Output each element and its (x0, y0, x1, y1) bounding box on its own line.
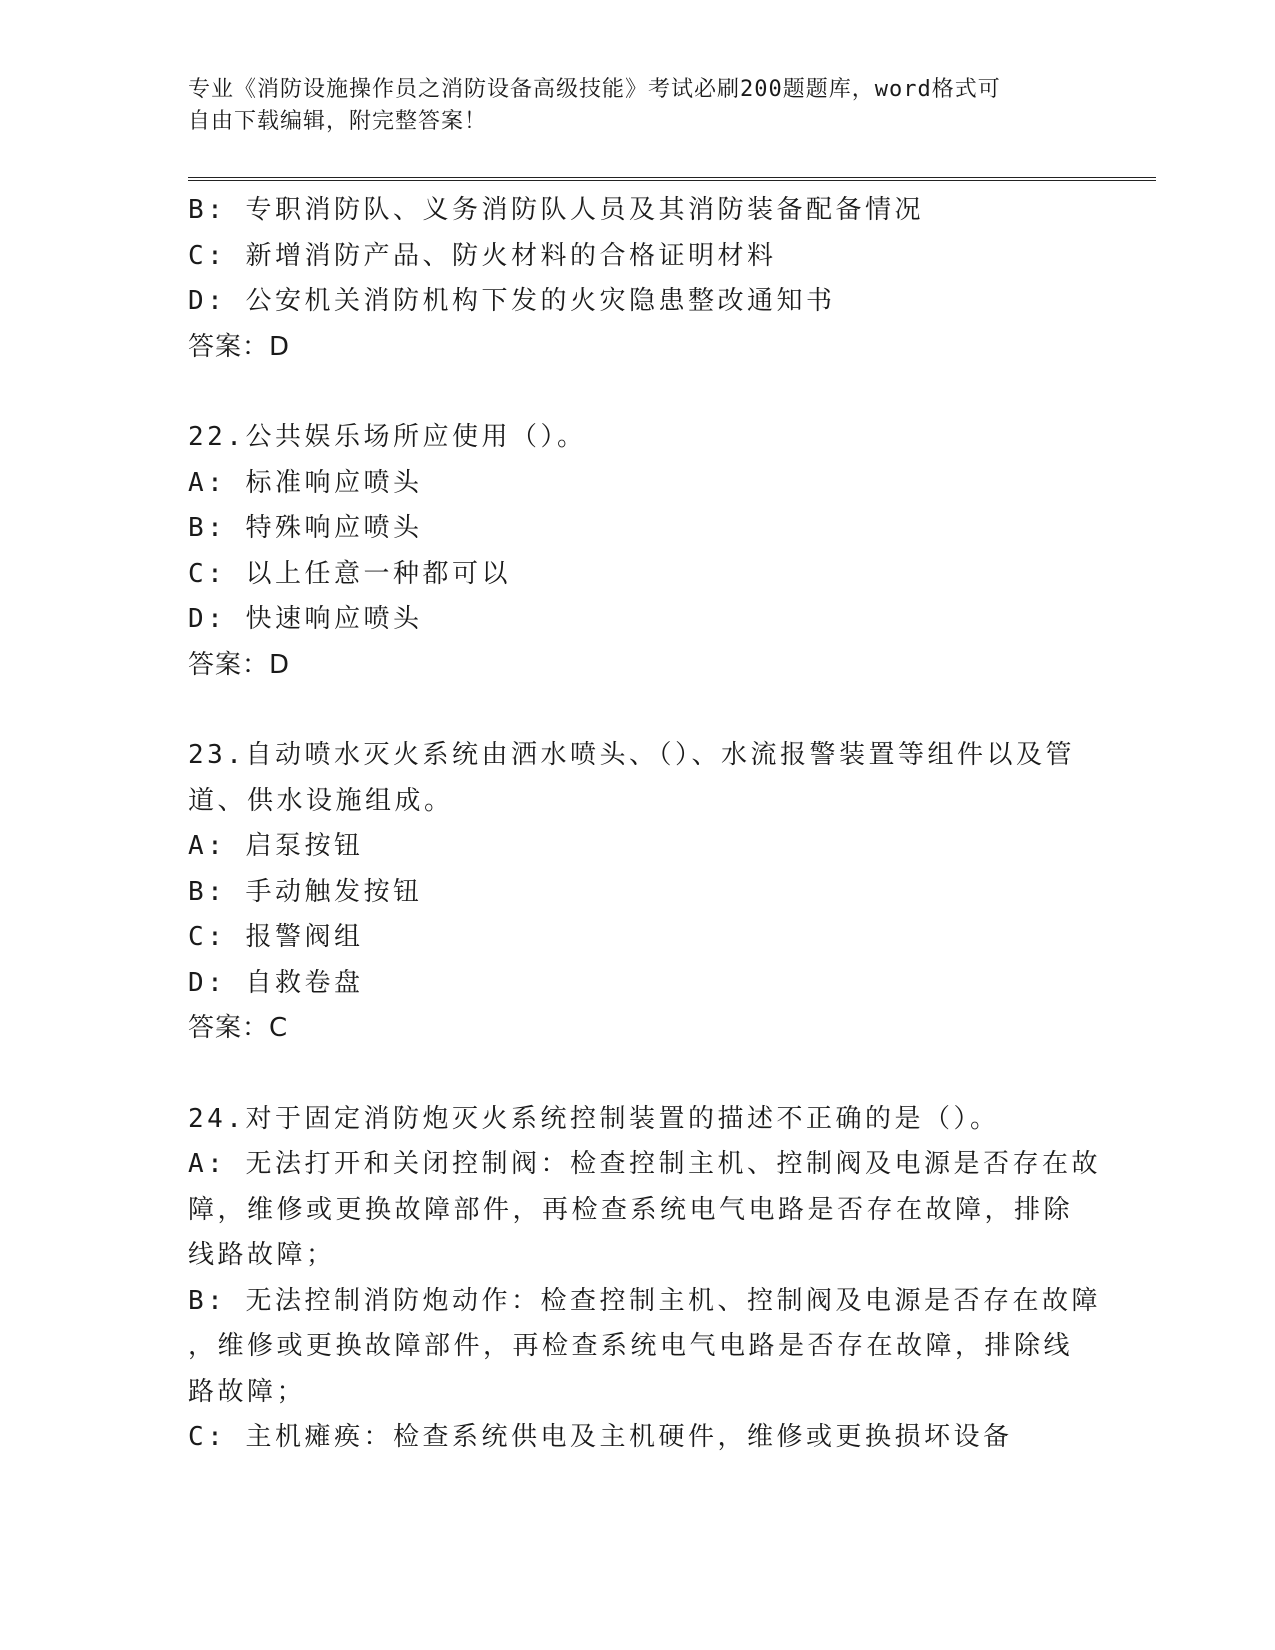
q24-option-b-line-3: 路故障； (188, 1376, 307, 1407)
q23-option-d: D: 自救卷盘 (188, 967, 364, 998)
document-header (188, 74, 1068, 138)
q24-option-a-line-2: 障，维修或更换故障部件，再检查系统电气电路是否存在故障，排除 (188, 1194, 1074, 1225)
question-22 (188, 415, 1068, 688)
spacer (188, 370, 1068, 415)
q24-option-b-line-2: ，维修或更换故障部件，再检查系统电气电路是否存在故障，排除线 (188, 1331, 1074, 1361)
question-24 (188, 1097, 1101, 1461)
q24-option-a-line-1: A: 无法打开和关闭控制阀：检查控制主机、控制阀及电源是否存在故 (188, 1149, 1101, 1179)
q22-option-d: D: 快速响应喷头 (188, 604, 423, 634)
spacer (188, 688, 1068, 733)
document-body (188, 188, 1101, 1461)
header-line-2: 自由下载编辑，附完整答案！ (188, 109, 488, 134)
q23-option-a: A: 启泵按钮 (188, 831, 364, 861)
q22-answer: 答案：D (188, 649, 291, 680)
q24-question: 24.对于固定消防炮灭火系统控制装置的描述不正确的是（）。 (188, 1103, 1000, 1134)
q22-option-b: B: 特殊响应喷头 (188, 513, 423, 543)
q24-option-a-line-3: 线路故障； (188, 1240, 336, 1270)
q23-option-b: B: 手动触发按钮 (188, 876, 423, 907)
q22-option-c: C: 以上任意一种都可以 (188, 558, 511, 589)
q23-answer: 答案：C (188, 1013, 289, 1043)
q21-option-c: C: 新增消防产品、防火材料的合格证明材料 (188, 240, 777, 271)
q24-option-c: C: 主机瘫痪：检查系统供电及主机硬件，维修或更换损坏设备 (188, 1422, 1013, 1452)
q23-option-c: C: 报警阀组 (188, 922, 364, 952)
question-23 (188, 733, 1075, 1052)
header-divider (188, 177, 1156, 181)
header-line-1: 专业《消防设施操作员之消防设备高级技能》考试必刷200题题库，word格式可 (188, 77, 1001, 102)
q21-option-d: D: 公安机关消防机构下发的火灾隐患整改通知书 (188, 286, 836, 316)
q22-question: 22.公共娱乐场所应使用（）。 (188, 422, 587, 452)
q24-option-b-line-1: B: 无法控制消防炮动作：检查控制主机、控制阀及电源是否存在故障 (188, 1285, 1101, 1316)
q21-option-b: B: 专职消防队、义务消防队人员及其消防装备配备情况 (188, 195, 924, 225)
spacer (188, 1052, 1068, 1097)
question-21 (188, 188, 1068, 370)
q23-question-line-2: 道、供水设施组成。 (188, 785, 454, 816)
q21-answer: 答案：D (188, 331, 291, 362)
q23-question-line-1: 23.自动喷水灭火系统由洒水喷头、（）、水流报警装置等组件以及管 (188, 740, 1075, 770)
q22-option-a: A: 标准响应喷头 (188, 467, 423, 498)
